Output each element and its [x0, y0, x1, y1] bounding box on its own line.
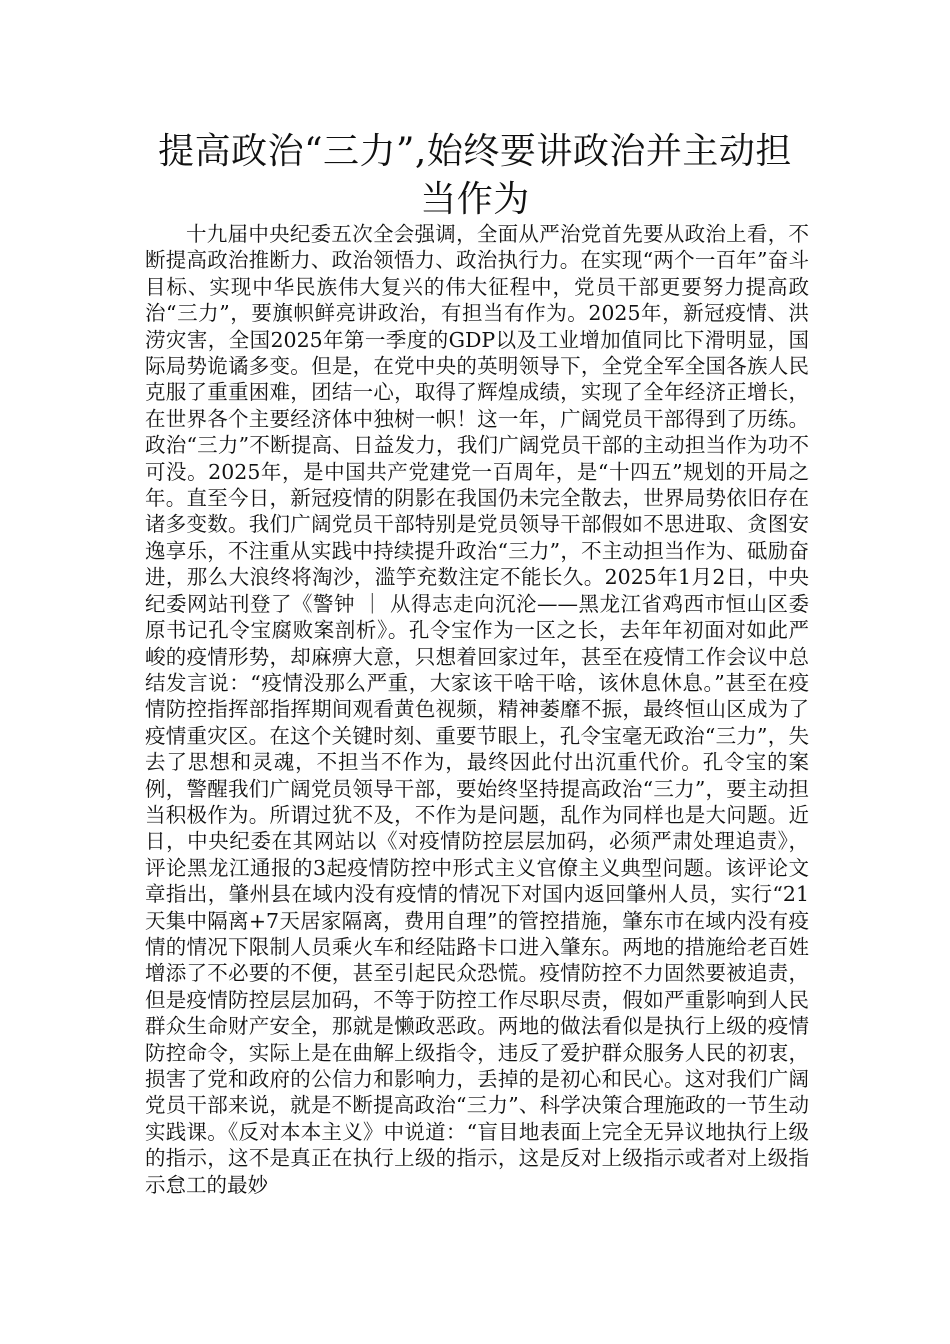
document-body-paragraph: 十九届中央纪委五次全会强调，全面从严治党首先要从政治上看，不断提高政治推断力、政治领悟力、政治执行力。在实现“两个一百年”奋斗目标、实现中华民族伟大复兴的伟大征程中，党员干部更要努力提高政治“三力”，要旗帜鲜亮讲政治，有担当有作为。2025年，新冠疫情、洪涝灾害，全国2025年第一季度的GDP以及工业增加值同比下滑明显，国际局势诡谲多变。但是，在党中央的英明领导下，全党全军全国各族人民克服了重重困难，团结一心，取得了辉煌成绩，实现了全年经济正增长，在世界各个主要经济体中独树一帜！这一年，广阔党员干部得到了历练。政治“三力”不断提高、日益发力，我们广阔党员干部的主动担当作为功不可没。2025年，是中国共产党建党一百周年，是“十四五”规划的开局之年。直至今日，新冠疫情的阴影在我国仍未完全散去，世界局势依旧存在诸多变数。我们广阔党员干部特别是党员领导干部假如不思进取、贪图安逸享乐，不注重从实践中持续提升政治“三力”，不主动担当作为、砥励奋进，那么大浪终将淘沙，滥竽充数注定不能长久。2025年1月2日，中央纪委网站刊登了《警钟 ｜ 从得志走向沉沦——黑龙江省鸡西市恒山区委原书记孔令宝腐败案剖析》。孔令宝作为一区之长，去年年初面对如此严峻的疫情形势，却麻痹大意，只想着回家过年，甚至在疫情工作会议中总结发言说：“疫情没那么严重，大家该干啥干啥，该休息休息。”甚至在疫情防控指挥部指挥期间观看黄色视频，精神萎靡不振，最终恒山区成为了疫情重灾区。在这个关键时刻、重要节眼上，孔令宝毫无政治“三力”，失去了思想和灵魂，不担当不作为，最终因此付出沉重代价。孔令宝的案例，警醒我们广阔党员领导干部，要始终坚持提高政治“三力”，要主动担当积极作为。所谓过犹不及，不作为是问题，乱作为同样也是大问题。近日，中央纪委在其网站以《对疫情防控层层加码，必须严肃处理追责》，评论黑龙江通报的3起疫情防控中形式主义官僚主义典型问题。该评论文章指出，肇州县在域内没有疫情的情况下对国内返回肇州人员，实行“21天集中隔离+7天居家隔离，费用自理”的管控措施，肇东市在域内没有疫情的情况下限制人员乘火车和经陆路卡口进入肇东。两地的措施给老百姓增添了不必要的不便，甚至引起民众恐慌。疫情防控不力固然要被追责，但是疫情防控层层加码，不等于防控工作尽职尽责，假如严重影响到人民群众生命财产安全，那就是懒政恶政。两地的做法看似是执行上级的疫情防控命令，实际上是在曲解上级指令，违反了爱护群众服务人民的初衷，损害了党和政府的公信力和影响力，丢掉的是初心和民心。这对我们广阔党员干部来说，就是不断提高政治“三力”、科学决策合理施政的一节生动实践课。《反对本本主义》中说道：“盲目地表面上完全无异议地执行上级的指示，这不是真正在执行上级的指示，这是反对上级指示或者对上级指示怠工的最妙: [145, 222, 809, 1197]
document-title: 提高政治“三力”,始终要讲政治并主动担当作为: [158, 131, 792, 220]
